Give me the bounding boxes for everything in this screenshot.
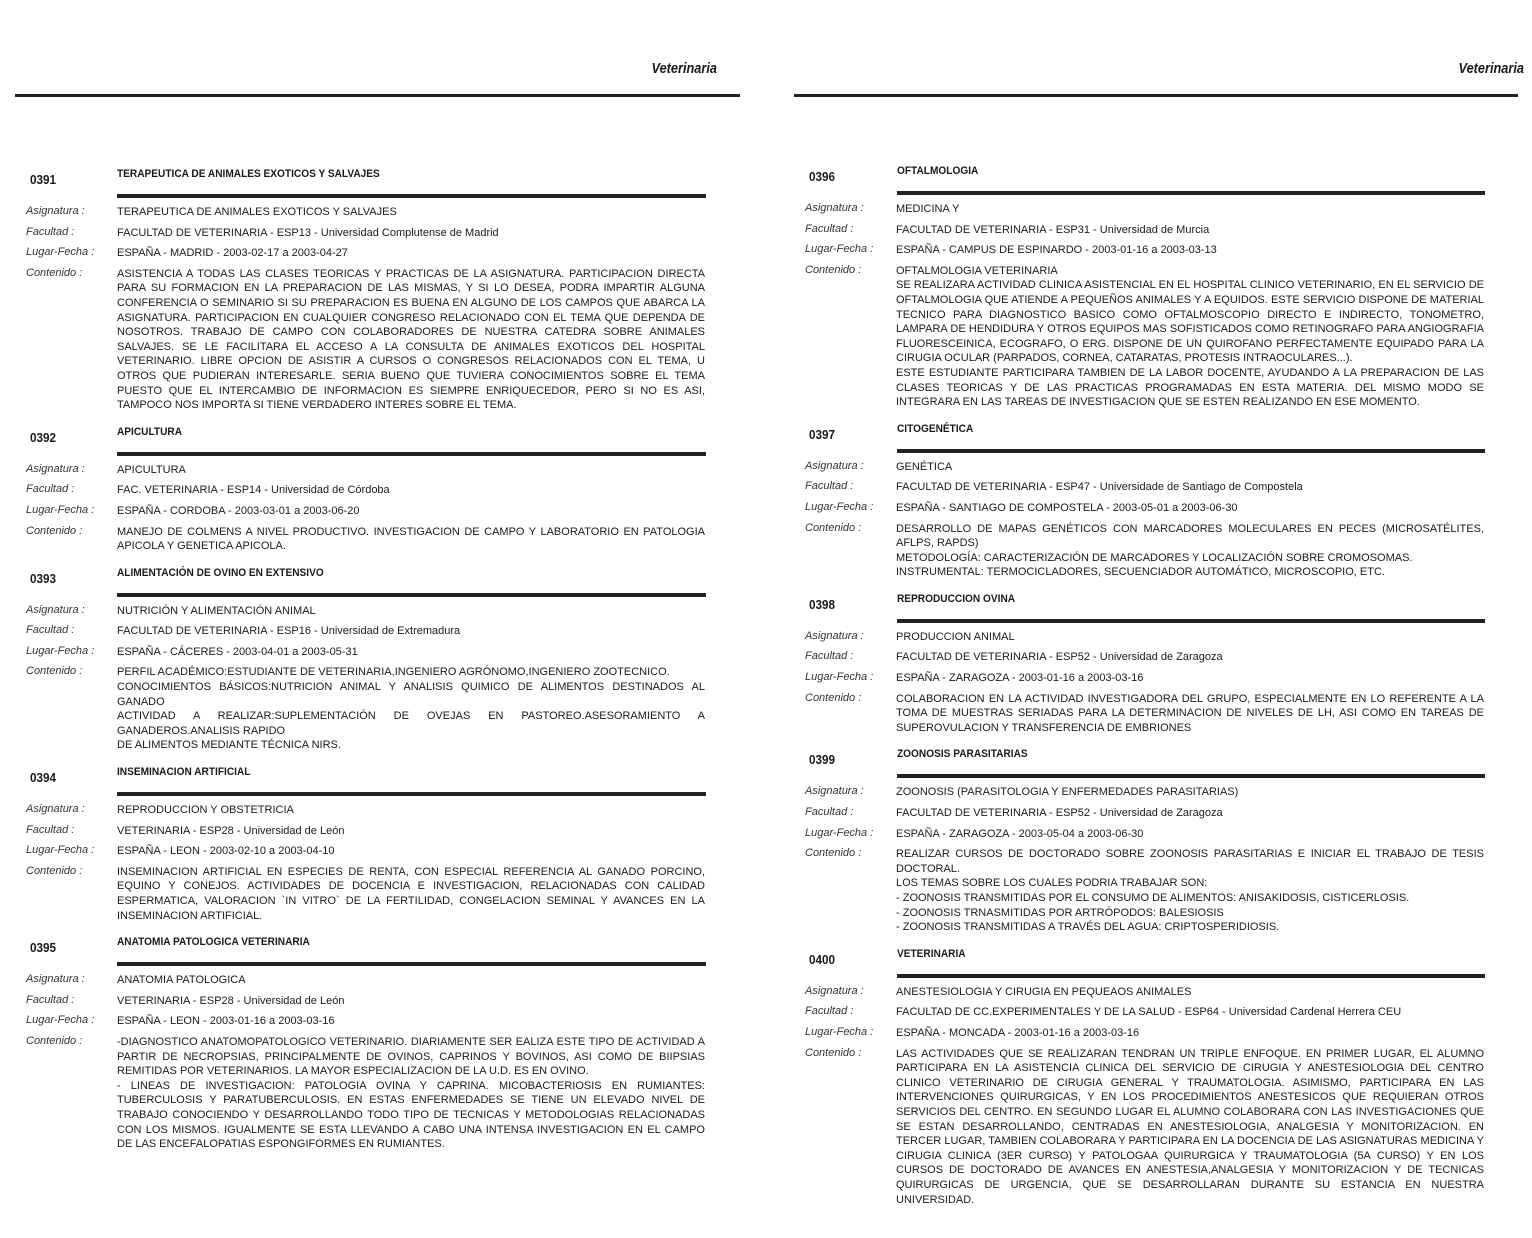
lugar-fecha-value: ESPAÑA - ZARAGOZA - 2003-01-16 a 2003-03-16: [896, 672, 1144, 685]
lugar-fecha-value: ESPAÑA - ZARAGOZA - 2003-05-04 a 2003-06-30: [896, 827, 1144, 840]
page-header-title: Veterinaria: [1458, 60, 1524, 77]
lugar-fecha-value: ESPAÑA - CORDOBA - 2003-03-01 a 2003-06-20: [117, 504, 360, 517]
entry-rule: [117, 962, 706, 966]
entry: [780, 164, 1532, 422]
contenido-row: [0, 525, 755, 554]
entry-title: INSEMINACION ARTIFICIAL: [117, 766, 251, 779]
entry-header: [0, 765, 755, 797]
entry-header: [780, 592, 1532, 624]
contenido-row: [780, 1047, 1532, 1208]
entry-rule: [897, 449, 1485, 453]
lugar-fecha-label: Lugar-Fecha :: [26, 1014, 95, 1027]
contenido-row: [0, 665, 755, 753]
entry-rule: [117, 452, 706, 456]
lugar-fecha-row: [780, 671, 1532, 686]
entry-rule: [117, 593, 706, 597]
lugar-fecha-value: ESPAÑA - MADRID - 2003-02-17 a 2003-04-27: [117, 247, 348, 260]
contenido-label: Contenido :: [26, 266, 83, 279]
entry: [0, 765, 755, 935]
asignatura-value: PRODUCCION ANIMAL: [896, 630, 1015, 643]
entry-number: 0398: [809, 596, 836, 612]
facultad-row: [780, 806, 1532, 821]
entry: [780, 422, 1532, 592]
facultad-value: FACULTAD DE VETERINARIA - ESP52 - Universidad de Zaragoza: [896, 651, 1223, 664]
lugar-fecha-row: [0, 1014, 755, 1029]
facultad-row: [0, 624, 755, 639]
lugar-fecha-row: [0, 246, 755, 261]
facultad-value: FACULTAD DE VETERINARIA - ESP52 - Universidad de Zaragoza: [896, 807, 1223, 820]
lugar-fecha-value: ESPAÑA - CÁCERES - 2003-04-01 a 2003-05-31: [117, 645, 358, 658]
facultad-value: FACULTAD DE VETERINARIA - ESP47 - Universidade de Santiago de Compostela: [896, 481, 1303, 494]
lugar-fecha-label: Lugar-Fecha :: [805, 243, 874, 256]
entry-number: 0394: [30, 770, 57, 786]
contenido-value: PERFIL ACADÉMICO:ESTUDIANTE DE VETERINARIA,INGENIERO AGRÓNOMO,INGENIERO ZOOTECNICO. CONOCIMIENTOS BÁSICOS:NUTRICION ANIMAL Y ANALISIS QUIMICO DE ALIMENTOS DESTINADOS AL GANADO ACTIVIDAD A REALIZAR:SUPLEMENTACIÓN DE OVEJAS EN PASTOREO.ASESORAMIENTO A GANADEROS.ANALISIS RAPIDO DE ALIMENTOS MEDIANTE TÉCNICA NIRS.: [117, 666, 705, 752]
facultad-row: [780, 480, 1532, 495]
asignatura-row: [0, 205, 755, 220]
facultad-label: Facultad :: [805, 1005, 854, 1018]
entry-title: APICULTURA: [117, 425, 183, 438]
lugar-fecha-label: Lugar-Fecha :: [805, 1025, 874, 1038]
contenido-label: Contenido :: [26, 864, 83, 877]
entry-number: 0400: [809, 951, 836, 967]
facultad-label: Facultad :: [26, 483, 75, 496]
asignatura-value: ZOONOSIS (PARASITOLOGIA Y ENFERMEDADES PARASITARIAS): [896, 786, 1239, 799]
entry-header: [780, 947, 1532, 979]
lugar-fecha-label: Lugar-Fecha :: [805, 500, 874, 513]
entry-rule: [897, 974, 1485, 978]
contenido-row: [780, 522, 1532, 580]
lugar-fecha-label: Lugar-Fecha :: [26, 503, 95, 516]
contenido-label: Contenido :: [805, 263, 862, 276]
asignatura-label: Asignatura :: [805, 459, 864, 472]
entry-rule: [117, 792, 706, 796]
asignatura-value: ANESTESIOLOGIA Y CIRUGIA EN PEQUEAOS ANIMALES: [896, 985, 1192, 998]
entry-list: [0, 167, 755, 1164]
lugar-fecha-value: ESPAÑA - MONCADA - 2003-01-16 a 2003-03-16: [896, 1026, 1140, 1039]
asignatura-label: Asignatura :: [805, 629, 864, 642]
contenido-row: [0, 1035, 755, 1152]
lugar-fecha-row: [0, 844, 755, 859]
entry-header: [780, 747, 1532, 779]
facultad-value: FACULTAD DE VETERINARIA - ESP13 - Universidad Complutense de Madrid: [117, 226, 499, 239]
entry: [780, 592, 1532, 748]
asignatura-row: [780, 630, 1532, 645]
contenido-label: Contenido :: [26, 1034, 83, 1047]
contenido-value: LAS ACTIVIDADES QUE SE REALIZARAN TENDRAN UN TRIPLE ENFOQUE. EN PRIMER LUGAR, EL ALUMNO PARTICIPARA EN LA ASISTENCIA CLINICA DEL SERVICIO DE CIRUGIA Y ANESTESIOLOGIA DEL CENTRO CLINICO VETERINARIO DE CIRUGIA GENERAL Y TRAUMATOLOGIA. ASIMISMO, PARTICIPARA EN LAS INTERVENCIONES QUIRURGICAS, Y EN LOS PROCEDIMIENTOS ANESTESICOS QUE REQUIERAN OTROS SERVICIOS DEL CENTRO. EN SEGUNDO LUGAR EL ALUMNO COLABORARA CON LAS INVESTIGACIONES QUE SE ESTAN DESARROLLANDO, CENTRADAS EN ANESTESIOLOGIA, ANALGESIA Y MONITORIZACION. EN TERCER LUGAR, TAMBIEN COLABORARA Y PARTICIPARA EN LA DOCENCIA DE LAS ASIGNATURAS MEDICINA Y CIRUGIA CLINICA (3ER CURSO) Y PATOLOGAA QUIRURGICA Y TRAUMATOLOGIA (5A CURSO) Y EN LOS CURSOS DE DOCTORADO DE AVANCES EN ANESTESIA,ANALGESIA Y MONITORIZACION Y DE TECNICAS QUIRURGICAS DE URGENCIA, QUE SE DESARROLLARAN DURANTE SU ESTANCIA EN NUESTRA UNIVERSIDAD.: [896, 1047, 1484, 1206]
contenido-value: INSEMINACION ARTIFICIAL EN ESPECIES DE RENTA, CON ESPECIAL REFERENCIA AL GANADO PORCINO, EQUINO Y CONEJOS. ACTIVIDADES DE DOCENCIA E INVESTIGACION, RELACIONADAS CON CALIDAD ESPERMATICA, VALORACION `IN VITRO` DE LA FERTILIDAD, CONGELACION SEMINAL Y AVANCES EN LA INSEMINACION ARTIFICIAL.: [117, 865, 705, 922]
asignatura-label: Asignatura :: [26, 973, 85, 986]
facultad-row: [0, 824, 755, 839]
facultad-value: FACULTAD DE CC.EXPERIMENTALES Y DE LA SALUD - ESP64 - Universidad Cardenal Herrera CEU: [896, 1006, 1402, 1019]
facultad-row: [780, 223, 1532, 238]
contenido-row: [780, 264, 1532, 410]
entry: [780, 747, 1532, 946]
asignatura-row: [780, 785, 1532, 800]
entry: [0, 167, 755, 425]
facultad-label: Facultad :: [805, 222, 854, 235]
asignatura-value: MEDICINA Y: [896, 203, 960, 215]
asignatura-row: [0, 803, 755, 818]
lugar-fecha-row: [0, 504, 755, 519]
facultad-row: [780, 650, 1532, 665]
asignatura-label: Asignatura :: [805, 984, 864, 997]
lugar-fecha-label: Lugar-Fecha :: [26, 644, 95, 657]
asignatura-value: REPRODUCCION Y OBSTETRICIA: [117, 804, 294, 817]
asignatura-value: GENÉTICA: [896, 460, 953, 473]
header-rule: [794, 94, 1518, 97]
asignatura-label: Asignatura :: [26, 205, 85, 217]
facultad-row: [780, 1005, 1532, 1020]
left-page: [0, 0, 755, 1238]
facultad-row: [0, 483, 755, 498]
lugar-fecha-label: Lugar-Fecha :: [805, 826, 874, 839]
contenido-value: ASISTENCIA A TODAS LAS CLASES TEORICAS Y PRACTICAS DE LA ASIGNATURA. PARTICIPACION DIRECTA PARA SU FORMACION EN LA PREPARACION DE LAS MISMAS, Y SI LO DESEA, PODRA IMPARTIR ALGUNA CONFERENCIA O SEMINARIO SI SU PREPARACION ES BUENA EN ALGUNO DE LOS CAMPOS QUE ABARCA LA ASIGNATURA. PARTICIPACION EN CUALQUIER CONGRESO RELACIONADO CON EL TEMA QUE DEPENDA DE NOSOTROS. TRABAJO DE CAMPO CON COLABORADORES DE NUESTRA CATEDRA SOBRE ANIMALES SALVAJES. SE LE FACILITARA EL ACCESO A LA CONSULTA DE ANIMALES EXOTICOS DEL HOSPITAL VETERINARIO. LIBRE OPCION DE ASISTIR A CURSOS O CONGRESOS RELACIONADOS CON EL TEMA, U OTROS QUE PUDIERAN INTERESARLE. SERIA BUENO QUE TUVIERA CONOCIMIENTOS SOBRE EL TEMA PUESTO QUE EL INTERCAMBIO DE INFORMACION ES SIEMPRE ENRIQUECEDOR, PERO SI NO ES ASI, TAMPOCO NOS IMPORTA SI TIENE VERDADERO INTERES SOBRE EL TEMA.: [117, 267, 705, 412]
lugar-fecha-value: ESPAÑA - LEON - 2003-01-16 a 2003-03-16: [117, 1015, 335, 1028]
asignatura-row: [780, 202, 1532, 217]
facultad-value: FACULTAD DE VETERINARIA - ESP31 - Universidad de Murcia: [896, 223, 1210, 236]
lugar-fecha-label: Lugar-Fecha :: [805, 671, 874, 684]
entry-list: [780, 164, 1532, 1219]
contenido-row: [0, 865, 755, 923]
facultad-value: FACULTAD DE VETERINARIA - ESP16 - Universidad de Extremadura: [117, 625, 461, 638]
asignatura-row: [0, 973, 755, 988]
right-page: [780, 0, 1532, 1238]
asignatura-row: [780, 985, 1532, 1000]
entry-title: ALIMENTACIÓN DE OVINO EN EXTENSIVO: [117, 566, 324, 579]
entry-rule: [897, 191, 1485, 195]
entry-title: VETERINARIA: [897, 947, 966, 960]
asignatura-label: Asignatura :: [805, 202, 864, 214]
contenido-label: Contenido :: [26, 665, 83, 678]
asignatura-value: NUTRICIÓN Y ALIMENTACIÓN ANIMAL: [117, 604, 316, 617]
asignatura-row: [0, 604, 755, 619]
entry-rule: [117, 194, 706, 198]
contenido-row: [780, 692, 1532, 736]
lugar-fecha-value: ESPAÑA - SANTIAGO DE COMPOSTELA - 2003-05-01 a 2003-06-30: [896, 501, 1238, 514]
facultad-value: VETERINARIA - ESP28 - Universidad de León: [117, 994, 345, 1007]
header-rule: [15, 94, 740, 97]
entry-header: [0, 425, 755, 457]
facultad-label: Facultad :: [26, 823, 75, 836]
entry-title: OFTALMOLOGIA: [897, 165, 979, 177]
facultad-label: Facultad :: [26, 993, 75, 1006]
entry-header: [0, 167, 755, 199]
entry-number: 0399: [809, 752, 836, 768]
contenido-label: Contenido :: [805, 691, 862, 704]
facultad-label: Facultad :: [26, 624, 75, 637]
contenido-label: Contenido :: [805, 521, 862, 534]
asignatura-label: Asignatura :: [26, 462, 85, 475]
entry-header: [0, 566, 755, 598]
entry-title: ANATOMIA PATOLOGICA VETERINARIA: [117, 936, 310, 949]
contenido-value: REALIZAR CURSOS DE DOCTORADO SOBRE ZOONOSIS PARASITARIAS E INICIAR EL TRABAJO DE TESIS DOCTORAL. LOS TEMAS SOBRE LOS CUALES PODRIA TRABAJAR SON: - ZOONOSIS TRANSMITIDAS POR EL CONSUMO DE ALIMENTOS: ANISAKIDOSIS, CISTICERLOSIS. - ZOONOSIS TRNASMITIDAS POR ARTRÓPODOS: BALESIOSIS - ZOONOSIS TRANSMITIDAS A TRAVÉS DEL AGUA: CRIPTOSPERIDIOSIS.: [896, 848, 1484, 934]
lugar-fecha-row: [780, 501, 1532, 516]
entry-number: 0396: [809, 169, 836, 184]
facultad-label: Facultad :: [805, 806, 854, 819]
lugar-fecha-row: [0, 645, 755, 660]
lugar-fecha-value: ESPAÑA - CAMPUS DE ESPINARDO - 2003-01-16 a 2003-03-13: [896, 244, 1217, 257]
entry-title: TERAPEUTICA DE ANIMALES EXOTICOS Y SALVAJES: [117, 168, 380, 180]
contenido-value: MANEJO DE COLMENS A NIVEL PRODUCTIVO. INVESTIGACION DE CAMPO Y LABORATORIO EN PATOLOGIA APICOLA Y GENETICA APICOLA.: [117, 525, 705, 553]
entry-number: 0393: [30, 570, 57, 586]
page-header-title: Veterinaria: [651, 60, 717, 77]
contenido-value: COLABORACION EN LA ACTIVIDAD INVESTIGADORA DEL GRUPO, ESPECIALMENTE EN LO REFERENTE A LA TOMA DE MUESTRAS SERIADAS PARA LA DETERMINACION DE NIVELES DE LH, ASI COMO EN TAREAS DE SUPEROVULACION Y TRANSFERENCIA DE EMBRIONES: [896, 692, 1484, 734]
lugar-fecha-row: [780, 827, 1532, 842]
contenido-label: Contenido :: [805, 1046, 862, 1059]
entry-title: CITOGENÉTICA: [897, 422, 974, 435]
contenido-row: [780, 847, 1532, 935]
facultad-row: [0, 226, 755, 241]
entry-number: 0397: [809, 426, 836, 442]
entry-number: 0392: [30, 429, 57, 445]
entry-title: ZOONOSIS PARASITARIAS: [897, 748, 1028, 761]
entry-title: REPRODUCCION OVINA: [897, 592, 1016, 605]
facultad-value: VETERINARIA - ESP28 - Universidad de León: [117, 824, 345, 837]
entry: [0, 935, 755, 1164]
entry-number: 0395: [30, 940, 57, 956]
entry-rule: [897, 774, 1485, 778]
entry-header: [780, 164, 1532, 196]
entry: [0, 425, 755, 566]
lugar-fecha-label: Lugar-Fecha :: [26, 246, 95, 259]
entry-number: 0391: [30, 172, 57, 187]
contenido-value: OFTALMOLOGIA VETERINARIA SE REALIZARA ACTIVIDAD CLINICA ASISTENCIAL EN EL HOSPITAL CLINICO VETERINARIO, EN EL SERVICIO DE OFTALMOLOGIA QUE ATIENDE A PEQUEÑOS ANIMALES Y A EQUIDOS. ESTE SERVICIO DISPONE DE MATERIAL TECNICO PARA DIAGNOSTICO BASICO COMO OFTALMOSCOPIO DIRECTO E INDIRECTO, TONOMETRO, LAMPARA DE HENDIDURA Y OTROS EQUIPOS MAS SOFISTICADOS COMO RETINOGRAFO PARA ANGIOGRAFIA FLUORESCEINICA, ECOGRAFO, O ERG. DISPONE DE UN QUIROFANO PERFECTAMENTE EQUIPADO PARA LA CIRUGIA OCULAR (PARPADOS, CORNEA, CATARATAS, PROTESIS INTRAOCULARES...). ESTE ESTUDIANTE PARTICIPARA TAMBIEN DE LA LABOR DOCENTE, AYUDANDO A LA PREPARACION DE LAS CLASES TEORICAS Y DE LAS PRACTICAS PROGRAMADAS EN ESTA MATERIA. DEL MISMO MODO SE INTEGRARA EN LAS TAREAS DE INVESTIGACION QUE SE ESTEN REALIZANDO EN ESE MOMENTO.: [896, 264, 1484, 409]
asignatura-row: [0, 463, 755, 478]
facultad-label: Facultad :: [805, 480, 854, 493]
facultad-label: Facultad :: [26, 225, 75, 238]
contenido-label: Contenido :: [805, 847, 862, 860]
asignatura-value: APICULTURA: [117, 463, 186, 476]
facultad-value: FAC. VETERINARIA - ESP14 - Universidad de Córdoba: [117, 484, 390, 497]
lugar-fecha-value: ESPAÑA - LEON - 2003-02-10 a 2003-04-10: [117, 845, 335, 858]
asignatura-row: [780, 460, 1532, 475]
lugar-fecha-label: Lugar-Fecha :: [26, 844, 95, 857]
lugar-fecha-row: [780, 1026, 1532, 1041]
contenido-row: [0, 267, 755, 413]
asignatura-value: ANATOMIA PATOLOGICA: [117, 974, 246, 987]
facultad-row: [0, 994, 755, 1009]
entry-rule: [897, 619, 1485, 623]
entry: [0, 566, 755, 765]
asignatura-value: TERAPEUTICA DE ANIMALES EXOTICOS Y SALVAJES: [117, 206, 397, 218]
lugar-fecha-row: [780, 243, 1532, 258]
contenido-label: Contenido :: [26, 524, 83, 537]
facultad-label: Facultad :: [805, 650, 854, 663]
entry: [780, 947, 1532, 1219]
entry-header: [780, 422, 1532, 454]
contenido-value: DESARROLLO DE MAPAS GENÉTICOS CON MARCADORES MOLECULARES EN PECES (MICROSATÉLITES, AFLPS, RAPDS) METODOLOGÍA: CARACTERIZACIÓN DE MARCADORES Y LOCALIZACIÓN SOBRE CROMOSOMAS. INSTRUMENTAL: TERMOCICLADORES, SECUENCIADOR AUTOMÁTICO, MICROSCOPIO, ETC.: [896, 522, 1484, 579]
contenido-value: -DIAGNOSTICO ANATOMOPATOLOGICO VETERINARIO. DIARIAMENTE SER EALIZA ESTE TIPO DE ACTIVIDAD A PARTIR DE NECROPSIAS, PRINCIPALMENTE DE OVINOS, CAPRINOS Y BOVINOS, ASI COMO DE BIIPSIAS REMITIDAS POR VETERINARIOS. LA MAYOR ESPECIALIZACION DE LA U.D. ES EN OVINO. - LINEAS DE INVESTIGACION: PATOLOGIA OVINA Y CAPRINA. MICOBACTERIOSIS EN RUMIANTES: TUBERCULOSIS Y PARATUBERCULOSIS. EN ESTAS ENFERMEDADES SE TIENE UN ELEVADO NIVEL DE TRABAJO CONOCIENDO Y DESARROLLANDO TODO TIPO DE TECNICAS Y METODOLOGIAS RELACIONADAS CON LOS MISMOS. IGUALMENTE SE ESTA LLEVANDO A CABO UNA INTENSA INVESTIGACION EN EL CAMPO DE LAS ENCEFALOPATIAS ESPONGIFORMES EN RUMIANTES.: [117, 1035, 705, 1151]
entry-header: [0, 935, 755, 967]
asignatura-label: Asignatura :: [26, 803, 85, 816]
asignatura-label: Asignatura :: [805, 785, 864, 798]
asignatura-label: Asignatura :: [26, 603, 85, 616]
